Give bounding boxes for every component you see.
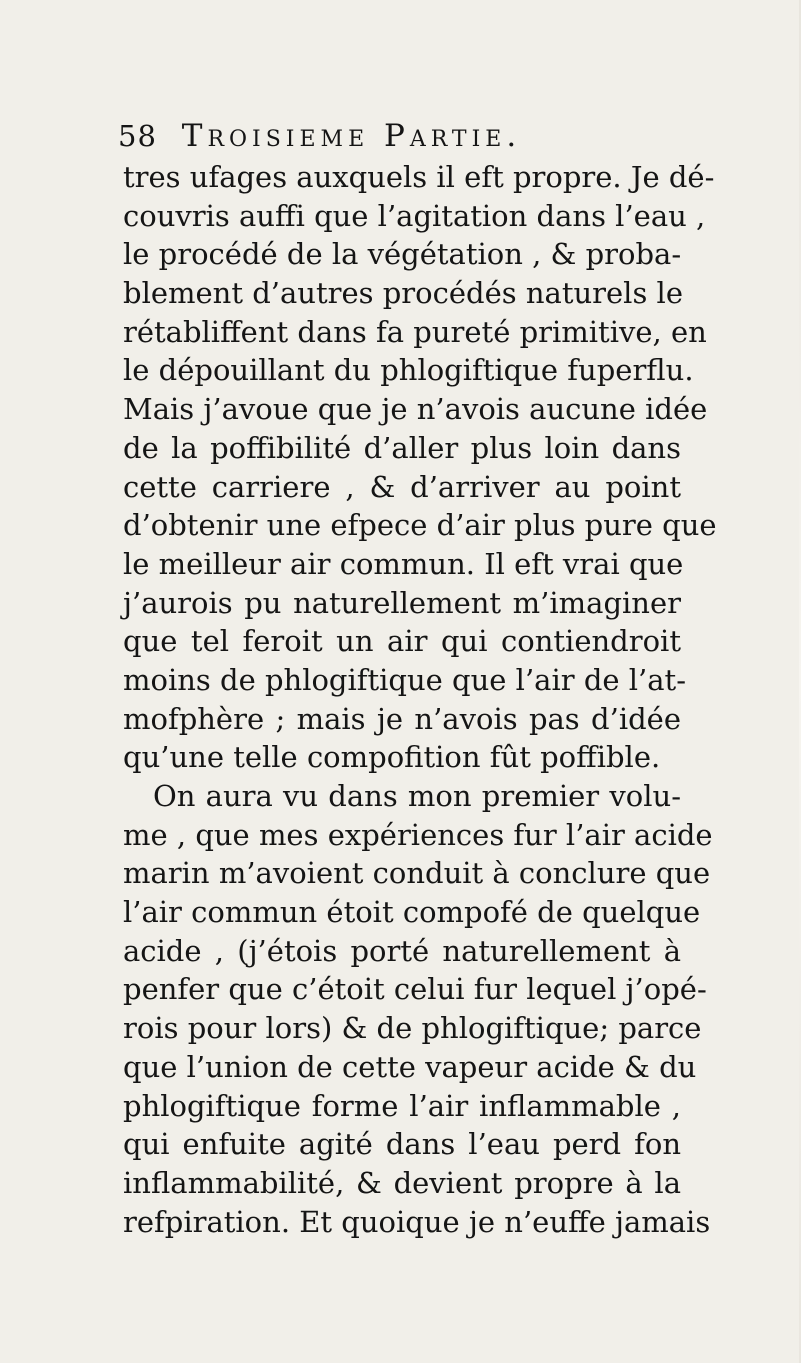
text-line-21: acide , (j’étois porté naturellement à bbox=[123, 933, 681, 968]
text-line-24: que l’union de cette vapeur acide & du bbox=[123, 1049, 697, 1084]
page-number: 58 bbox=[118, 119, 157, 153]
text-line-2: couvris auffi que l’agitation dans l’eau , bbox=[123, 198, 706, 233]
text-line-11: le meilleur air commun. Il eft vrai que bbox=[123, 546, 684, 581]
text-line-14: moins de phlogiftique que l’air de l’at- bbox=[123, 662, 686, 697]
text-line-3: le procédé de la végétation , & proba- bbox=[123, 237, 682, 272]
text-line-23: rois pour lors) & de phlogiftique; parce bbox=[123, 1011, 702, 1046]
text-line-15: mofphère ; mais je n’avois pas d’idée bbox=[123, 701, 681, 736]
body-text bbox=[123, 158, 717, 1241]
text-line-1: tres ufages auxquels il eft propre. Je dé- bbox=[123, 160, 715, 194]
text-line-13: que tel feroit un air qui contiendroit bbox=[123, 624, 681, 659]
text-line-19: marin m’avoient conduit à conclure que bbox=[123, 856, 711, 891]
text-line-12: j’aurois pu naturellement m’imaginer bbox=[123, 585, 681, 620]
text-line-25: phlogiftique forme l’air inflammable , bbox=[123, 1088, 681, 1123]
text-line-5: rétabliffent dans fa pureté primitive, en bbox=[123, 314, 707, 349]
text-line-8: de la poffibilité d’aller plus loin dans bbox=[123, 430, 681, 465]
text-line-27: inflammabilité, & devient propre à la bbox=[123, 1165, 681, 1200]
text-line-26: qui enfuite agité dans l’eau perd fon bbox=[123, 1127, 681, 1162]
text-line-10: d’obtenir une efpece d’air plus pure que bbox=[123, 508, 717, 543]
text-line-20: l’air commun étoit compofé de quelque bbox=[123, 895, 701, 930]
text-line-18: me , que mes expériences fur l’air acide bbox=[123, 817, 713, 852]
text-line-9: cette carriere , & d’arriver au point bbox=[123, 469, 681, 504]
text-line-4: blement d’autres procédés naturels le bbox=[123, 276, 683, 311]
text-line-28: refpiration. Et quoique je n’euffe jamais bbox=[123, 1204, 711, 1239]
text-line-7: Mais j’avoue que je n’avois aucune idée bbox=[123, 392, 708, 427]
text-line-16: qu’une telle compofition fût poffible. bbox=[123, 740, 661, 775]
text-line-6: le dépouillant du phlogiftique fuperflu. bbox=[123, 353, 694, 388]
text-line-22: penfer que c’étoit celui fur lequel j’opé- bbox=[123, 972, 707, 1007]
text-line-17: On aura vu dans mon premier volu- bbox=[153, 779, 681, 813]
running-head: Troisieme Partie. bbox=[181, 118, 522, 154]
page-header bbox=[118, 118, 678, 158]
